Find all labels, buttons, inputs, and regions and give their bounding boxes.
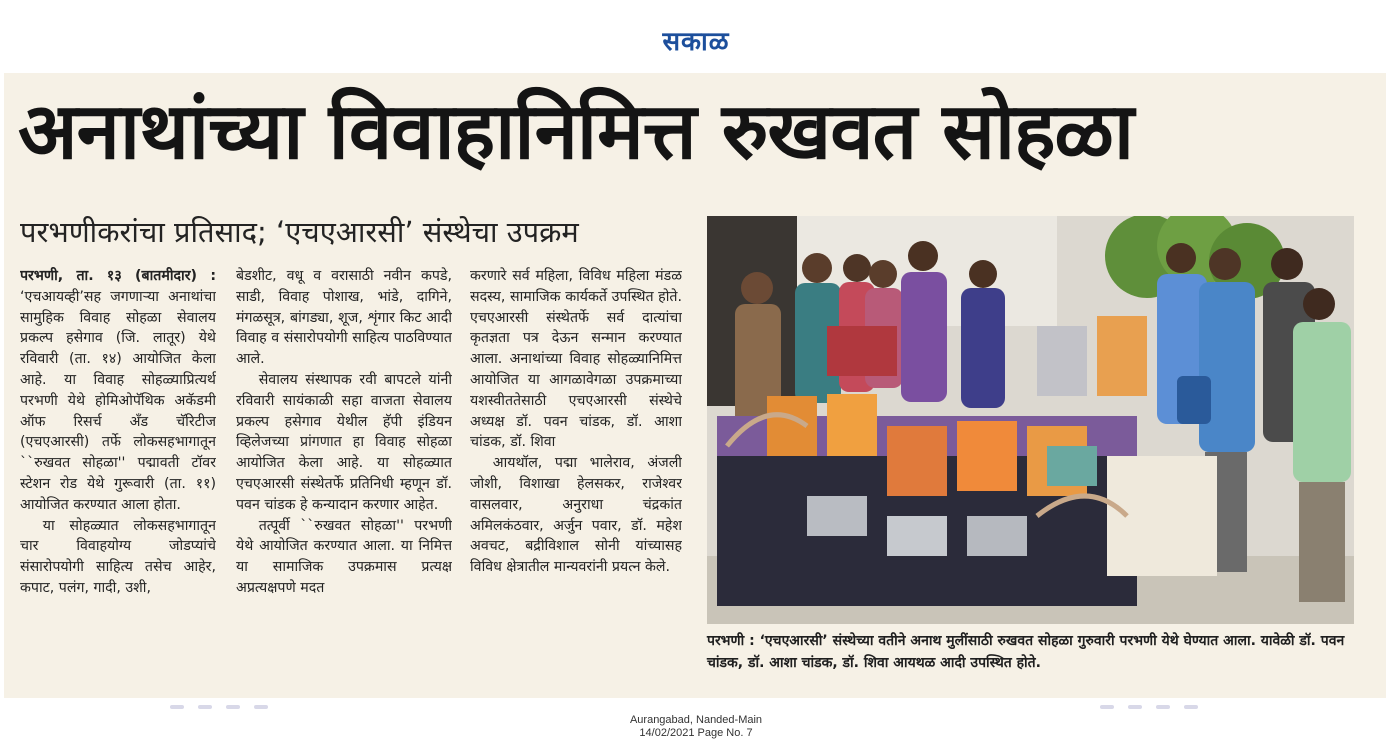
article-paragraph: सेवालय संस्थापक रवी बापटले यांनी रविवारी सायंकाळी सहा वाजता सेवालय प्रकल्प हसेगाव येथील हॅपी इंडियन व्हिलेजच्या प्रांगणात हा विवाह सोहळा आयोजित केला आहे. या सोहळ्यात एचएआरसी संस्थेतर्फे प्रतिनिधी म्हणून डॉ. पवन चांडक हे कन्यादान करणार आहेत.	[236, 371, 452, 513]
article-paragraph: बेडशीट, वधू व वरासाठी नवीन कपडे, साडी, विवाह पोशाख, भांडे, दागिने, मंगळसूत्र, बांगड्या, शूज, शृंगार किट आदी विवाह व संसारोपयोगी साहित्य पाठविण्यात आले.	[236, 268, 452, 368]
decorative-dot	[198, 705, 212, 709]
decorative-dot	[1128, 705, 1142, 709]
decorative-dot	[1156, 705, 1170, 709]
edition-label: Aurangabad, Nanded-Main	[629, 714, 763, 726]
decorative-dot	[226, 705, 240, 709]
article-column-3	[470, 266, 682, 696]
decorative-dot	[254, 705, 268, 709]
decorative-dots	[170, 705, 268, 711]
article-paragraph: तत्पूर्वी ``रुखवत सोहळा'' परभणी येथे आयोजित करण्यात आला. या निमित्त या सामाजिक उपक्रमास प्रत्यक्ष अप्रत्यक्षपणे मदत	[236, 517, 452, 596]
article-paragraph: आयथॉल, पद्मा भालेराव, अंजली जोशी, विशाखा हेलसकर, राजेश्वर वासलवार, अनुराधा चंद्रकांत अमिलकंठवार, अर्जुन पवार, डॉ. महेश अवचट, बद्रीविशाल सोनी यांच्यासह विविध क्षेत्रातील मान्यवरांनी प्रयत्न केले.	[470, 455, 682, 576]
article-column-1	[20, 266, 216, 696]
article-paragraph	[20, 266, 216, 516]
masthead-logo: सकाळ	[662, 27, 730, 57]
article-paragraph: या सोहळ्यात लोकसहभागातून चार विवाहयोग्य जोडप्यांचे संसारोपयोगी साहित्य तसेच आहेर, कपाट, पलंग, गादी, उशी,	[20, 517, 216, 596]
decorative-dots	[1100, 705, 1198, 711]
subheadline: परभणीकरांचा प्रतिसाद; ‘एचएआरसी’ संस्थेचा उपक्रम	[20, 215, 579, 249]
article-column-2	[236, 266, 452, 696]
date-page-label: 14/02/2021 Page No. 7	[639, 727, 753, 739]
paragraph-text: ‘एचआयव्ही’सह जगणाऱ्या अनाथांचा सामुहिक विवाह सोहळा सेवालय प्रकल्प हसेगाव (जि. लातूर) येथे रविवारी (ता. १४) आयोजित केला आहे. या विवाह सोहळ्याप्रित्यर्थ परभणी येथे होमिओपॅथिक अकॅडमी ऑफ रिसर्च अँड चॅरिटीज (एचएआरसी) तर्फे लोकसहभागातून ``रुखवत सोहळा'' पद्मावती टॉवर स्टेशन रोड येथे गुरूवारी (ता. ११) आयोजित करण्यात आला होता.	[20, 288, 216, 513]
news-photo	[707, 216, 1354, 624]
photo-caption: परभणी : ‘एचएआरसी’ संस्थेच्या वतीने अनाथ मुलींसाठी रुखवत सोहळा गुरुवारी परभणी येथे घेण्यात आला. यावेळी डॉ. पवन चांडक, डॉ. आशा चांडक, डॉ. शिवा आयथळ आदी उपस्थित होते.	[707, 633, 1345, 671]
headline: अनाथांच्या विवाहानिमित्त रुखवत सोहळा	[18, 87, 1134, 177]
article-paragraph: करणारे सर्व महिला, विविध महिला मंडळ सदस्य, सामाजिक कार्यकर्ते उपस्थित होते. एचएआरसी संस्थेतर्फे सर्व दात्यांचा कृतज्ञता पत्र देऊन सन्मान करण्यात आला. अनाथांच्या विवाह सोहळ्यानिमित्त आयोजित या आगळावेगळा उपक्रमाच्या यशस्वीततेसाठी एचएआरसी संस्थेचे अध्यक्ष डॉ. पवन चांडक, डॉ. आशा चांडक, डॉ. शिवा	[470, 268, 682, 451]
decorative-dot	[170, 705, 184, 709]
decorative-dot	[1184, 705, 1198, 709]
page-footer	[0, 714, 1392, 740]
dateline: परभणी, ता. १३ (बातमीदार) :	[20, 268, 216, 284]
decorative-dot	[1100, 705, 1114, 709]
